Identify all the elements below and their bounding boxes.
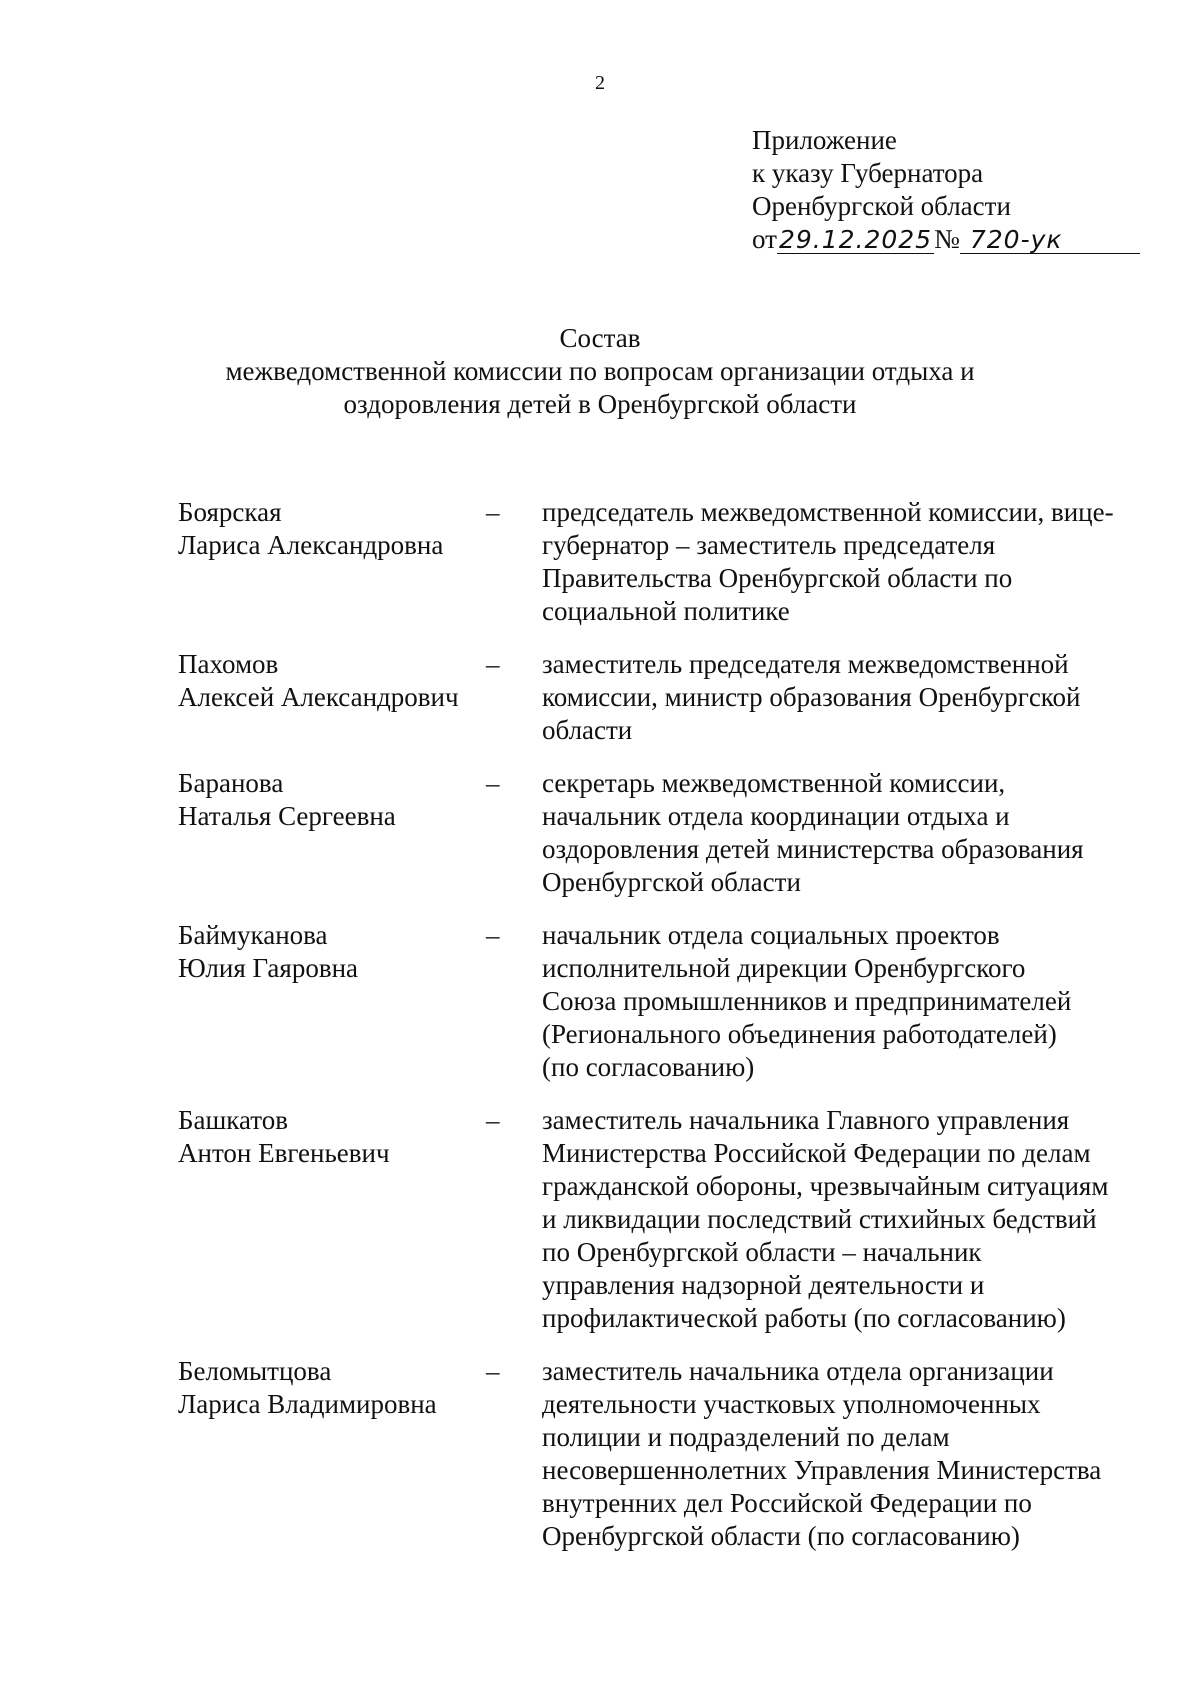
member-surname: Боярская bbox=[178, 497, 282, 527]
page-number: 2 bbox=[595, 72, 605, 94]
role-line: внутренних дел Российской Федерации по bbox=[542, 1488, 1032, 1518]
role-line: управления надзорной деятельности и bbox=[542, 1270, 985, 1300]
member-dash: – bbox=[486, 920, 500, 950]
appendix-decree-line: к указу Губернатора bbox=[752, 158, 984, 188]
member-name bbox=[178, 496, 486, 628]
role-line: оздоровления детей министерства образования bbox=[542, 834, 1084, 864]
role-line: полиции и подразделений по делам bbox=[542, 1422, 950, 1452]
role-line: председатель межведомственной комиссии, вице- bbox=[542, 497, 1114, 527]
member-given-name: Антон Евгеньевич bbox=[178, 1138, 390, 1168]
member-role bbox=[542, 919, 1147, 1084]
member-given-name: Юлия Гаяровна bbox=[178, 953, 359, 983]
member-surname: Беломытцова bbox=[178, 1356, 332, 1386]
appendix-reference bbox=[752, 223, 1140, 256]
member-name bbox=[178, 1355, 486, 1553]
member-row bbox=[178, 1104, 1158, 1335]
handwritten-date: 29.12.2025 bbox=[778, 225, 933, 254]
role-line: по Оренбургской области – начальник bbox=[542, 1237, 982, 1267]
role-line: профилактической работы (по согласованию) bbox=[542, 1303, 1066, 1333]
document-title bbox=[0, 322, 1200, 421]
role-line: и ликвидации последствий стихийных бедствий bbox=[542, 1204, 1097, 1234]
member-dash: – bbox=[486, 768, 500, 798]
member-role bbox=[542, 1355, 1147, 1553]
role-line: гражданской обороны, чрезвычайным ситуациям bbox=[542, 1171, 1109, 1201]
member-dash: – bbox=[486, 1356, 500, 1386]
role-line: заместитель председателя межведомственной bbox=[542, 649, 1069, 679]
from-prefix: от bbox=[752, 224, 777, 254]
member-surname: Баранова bbox=[178, 768, 284, 798]
member-surname: Баймуканова bbox=[178, 920, 328, 950]
member-given-name: Лариса Владимировна bbox=[178, 1389, 437, 1419]
number-sign: № bbox=[934, 224, 960, 254]
member-surname: Башкатов bbox=[178, 1105, 288, 1135]
member-row bbox=[178, 648, 1158, 747]
member-dash: – bbox=[486, 649, 500, 679]
member-row bbox=[178, 767, 1158, 899]
handwritten-number: 720-ук bbox=[960, 227, 1140, 254]
member-name bbox=[178, 767, 486, 899]
member-given-name: Лариса Александровна bbox=[178, 530, 444, 560]
member-name bbox=[178, 919, 486, 1084]
member-given-name: Алексей Александрович bbox=[178, 682, 459, 712]
title-heading: Состав bbox=[559, 323, 641, 353]
commission-roster bbox=[178, 496, 1158, 1553]
role-line: начальник отдела координации отдыха и bbox=[542, 801, 1010, 831]
appendix-region-line: Оренбургской области bbox=[752, 191, 1011, 221]
member-given-name: Наталья Сергеевна bbox=[178, 801, 396, 831]
role-line: исполнительной дирекции Оренбургского bbox=[542, 953, 1026, 983]
role-line: (по согласованию) bbox=[542, 1052, 755, 1082]
role-line: несовершеннолетних Управления Министерства bbox=[542, 1455, 1102, 1485]
appendix-header bbox=[752, 124, 1140, 256]
member-row bbox=[178, 1355, 1158, 1553]
member-role bbox=[542, 496, 1147, 628]
role-line: губернатор – заместитель председателя bbox=[542, 530, 996, 560]
member-name bbox=[178, 648, 486, 747]
member-dash: – bbox=[486, 1105, 500, 1135]
member-row bbox=[178, 496, 1158, 628]
member-role bbox=[542, 1104, 1147, 1335]
member-row bbox=[178, 919, 1158, 1084]
role-line: Оренбургской области (по согласованию) bbox=[542, 1521, 1020, 1551]
role-line: начальник отдела социальных проектов bbox=[542, 920, 1000, 950]
role-line: Министерства Российской Федерации по делам bbox=[542, 1138, 1091, 1168]
role-line: Оренбургской области bbox=[542, 867, 801, 897]
role-line: заместитель начальника Главного управления bbox=[542, 1105, 1070, 1135]
role-line: Правительства Оренбургской области по bbox=[542, 563, 1013, 593]
role-line: (Регионального объединения работодателей) bbox=[542, 1019, 1057, 1049]
role-line: Союза промышленников и предпринимателей bbox=[542, 986, 1072, 1016]
role-line: секретарь межведомственной комиссии, bbox=[542, 768, 1006, 798]
role-line: деятельности участковых уполномоченных bbox=[542, 1389, 1041, 1419]
member-dash: – bbox=[486, 497, 500, 527]
role-line: области bbox=[542, 715, 633, 745]
role-line: комиссии, министр образования Оренбургской bbox=[542, 682, 1081, 712]
appendix-label: Приложение bbox=[752, 125, 897, 155]
member-name bbox=[178, 1104, 486, 1335]
member-role bbox=[542, 767, 1147, 899]
member-surname: Пахомов bbox=[178, 649, 279, 679]
role-line: заместитель начальника отдела организации bbox=[542, 1356, 1054, 1386]
role-line: социальной политике bbox=[542, 596, 790, 626]
member-role bbox=[542, 648, 1147, 747]
title-subtitle-line-2: оздоровления детей в Оренбургской области bbox=[343, 389, 857, 419]
title-subtitle-line-1: межведомственной комиссии по вопросам организации отдыха и bbox=[225, 356, 975, 386]
